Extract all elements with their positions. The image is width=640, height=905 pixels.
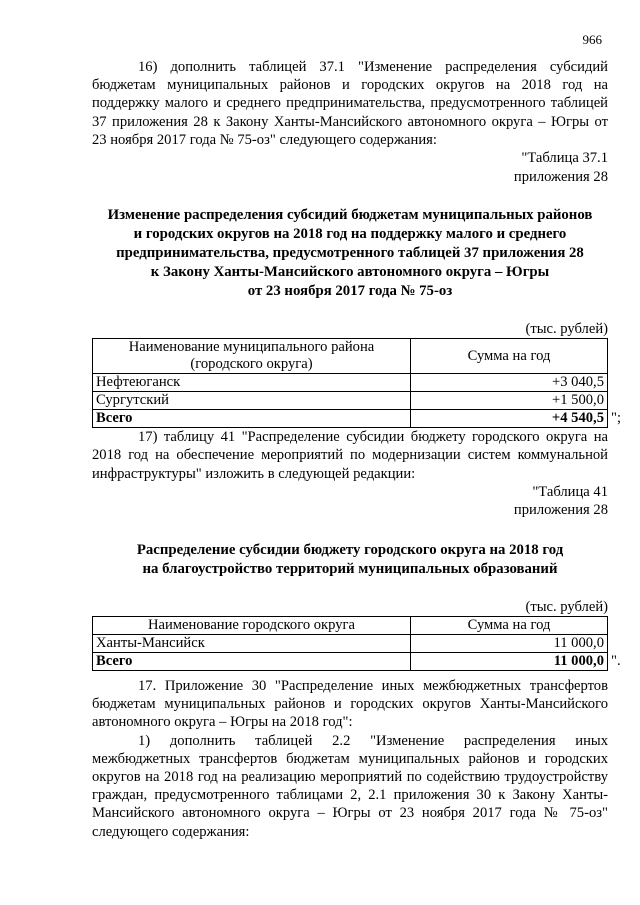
header-name: Наименование городского округа xyxy=(93,617,411,635)
table-37-1 xyxy=(92,338,622,428)
table-41-title xyxy=(92,541,608,579)
table-37-1-title xyxy=(92,206,608,301)
table-header-row xyxy=(93,617,608,635)
header-sum: Сумма на год xyxy=(411,339,608,374)
row-sum: +3 040,5 xyxy=(411,374,608,392)
table-row xyxy=(93,374,608,392)
table-ref-appendix-28: приложения 28 xyxy=(513,502,608,519)
title-line: предпринимательства, предусмотренного таблицей 37 приложения 28 xyxy=(116,245,584,262)
title-line: к Закону Ханты-Мансийского автономного округа – Югры xyxy=(150,264,550,281)
paragraph-17-appendix-30: 17. Приложение 30 "Распределение иных межбюджетных трансфертов бюджетам муниципальных районов и городских округов Ханты-Мансийского автономного округа – Югры на 2018 год": xyxy=(92,678,608,731)
header-name: Наименование муниципального района (городского округа) xyxy=(93,339,411,374)
total-sum: +4 540,5 "; xyxy=(411,410,608,428)
table-41 xyxy=(92,616,621,671)
table-total-row xyxy=(93,410,608,428)
row-name: Нефтеюганск xyxy=(93,374,411,392)
row-name: Сургутский xyxy=(93,392,411,410)
title-line: на благоустройство территорий муниципальных образований xyxy=(142,561,558,577)
row-sum: 11 000,0 xyxy=(411,635,608,653)
row-sum: +1 500,0 xyxy=(411,392,608,410)
total-name: Всего xyxy=(93,410,411,428)
table-header-row xyxy=(93,339,608,374)
table-total-row xyxy=(93,653,608,671)
title-line: и городских округов на 2018 год на поддержку малого и среднего xyxy=(133,226,567,243)
total-sum: 11 000,0 ". xyxy=(411,653,608,671)
title-line: Изменение распределения субсидий бюджетам муниципальных районов xyxy=(107,207,593,224)
table-row xyxy=(93,392,608,410)
table-row xyxy=(93,635,608,653)
total-name: Всего xyxy=(93,653,411,671)
paragraph-16: 16) дополнить таблицей 37.1 "Изменение распределения субсидий бюджетам муниципальных районов и городских округов на 2018 год на поддержку малого и среднего предпринимательства, предусмотренного таблицей 37 приложения 28 к Закону Ханты-Мансийского автономного округа – Югры от 23 ноября 2017 года № 75-оз" следующего содержания: xyxy=(92,59,608,148)
header-sum: Сумма на год xyxy=(411,617,608,635)
closing-quote: "; xyxy=(611,410,622,427)
title-line: от 23 ноября 2017 года № 75-оз xyxy=(247,283,453,300)
paragraph-1-table-2-2: 1) дополнить таблицей 2.2 "Изменение распределения иных межбюджетных трансфертов бюджетам муниципальных районов и городских округов на 2018 год на реализацию мероприятий по содействию трудоустройству граждан, предусмотренного таблицами 2, 2.1 приложения 30 к Закону Ханты-Мансийского автономного округа – Югры от 23 ноября 2017 года № 75-оз" следующего содержания: xyxy=(92,732,608,840)
title-line: Распределение субсидии бюджету городского округа на 2018 год xyxy=(136,542,564,558)
table-ref-37-1: "Таблица 37.1 xyxy=(521,150,608,167)
closing-quote: ". xyxy=(611,653,621,669)
table-ref-41: "Таблица 41 xyxy=(532,483,608,500)
page-number: 966 xyxy=(582,32,602,47)
paragraph-17-table-41: 17) таблицу 41 "Распределение субсидии бюджету городского округа на 2018 год на обеспечение мероприятий по модернизации систем коммунальной инфраструктуры" изложить в следующей редакции: xyxy=(92,429,608,482)
units-label: (тыс. рублей) xyxy=(525,599,608,615)
units-label: (тыс. рублей) xyxy=(525,321,608,338)
document-body xyxy=(92,58,622,841)
row-name: Ханты-Мансийск xyxy=(93,635,411,653)
table-ref-appendix-28: приложения 28 xyxy=(513,168,608,185)
